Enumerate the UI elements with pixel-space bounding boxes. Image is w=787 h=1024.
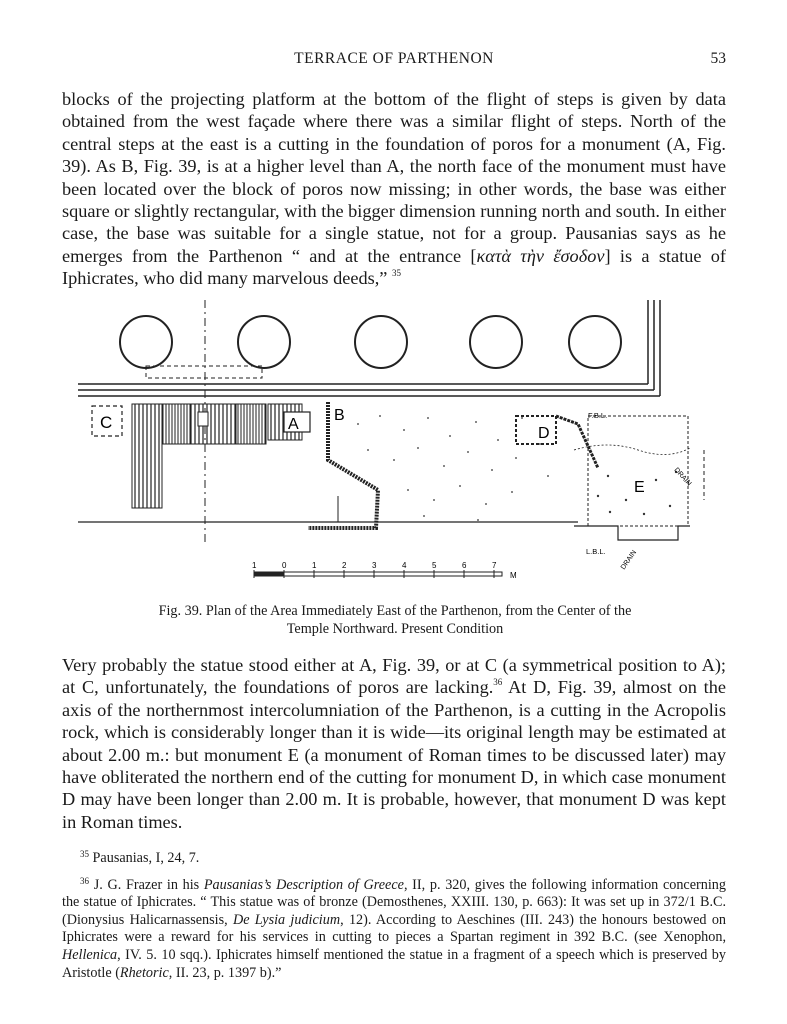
footnote-35-mark: 35: [80, 849, 89, 859]
scale-tick-label: 7: [492, 561, 497, 570]
label-c: C: [100, 413, 113, 432]
label-a: A: [288, 416, 299, 433]
scale-unit: M: [510, 571, 517, 580]
footnote-36: [62, 873, 726, 983]
scale-ticks: [252, 561, 497, 578]
footnote-36-text-a: J. G. Frazer in his: [89, 876, 204, 893]
scale-tick-label: 1: [252, 561, 257, 570]
figure-caption: [100, 602, 690, 638]
foundation-c: [92, 406, 122, 436]
monument-e: [574, 411, 704, 571]
label-fbl: F.B.L.: [588, 411, 608, 420]
stylobate-lines: [78, 300, 660, 396]
scale-tick-label: 6: [462, 561, 467, 570]
label-b: B: [334, 407, 345, 424]
footnote-36-text-d: , IV. 5. 10 sqq.). Iphicrates himself mentioned the statue in a fragment of a speech which is preserved by Aristotle (: [62, 946, 726, 981]
steps-hatched: [132, 404, 302, 508]
dashed-platform: [146, 366, 262, 378]
footnote-35-text: Pausanias, I, 24, 7.: [89, 850, 200, 866]
scale-tick-label: 1: [312, 561, 317, 570]
cutting-edge: [556, 416, 598, 468]
scale-bar: [252, 561, 517, 580]
footnote-35: [62, 846, 726, 868]
paragraph-1: [62, 88, 726, 290]
label-drain-2: DRAIN: [619, 549, 639, 572]
footnote-36-title-2: De Lysia judicium: [232, 911, 341, 928]
label-d: D: [538, 425, 550, 442]
figure-39-plan: [78, 300, 718, 590]
footnote-36-title-1: Pausanias’s Description of Greece: [203, 876, 404, 893]
footnote-36-text-b: , II, p. 320, gives the following information concerning the statue of Iphicrates. “ This statue was of bronze (Demosthenes, XXIII. 130, p. 663): It was set up in 372/1 B.C. (Dionysius Halicarnassensis,: [62, 876, 726, 928]
footnote-36-title-3: Hellenica: [62, 946, 118, 963]
monument-d: [516, 416, 598, 468]
footnote-36-text-c: , 12). According to Aeschines (III. 243) the honours bestowed on Iphicrates were a reward for his services in cutting to pieces a Spartan regiment in 392 B.C. (see Xenophon,: [62, 911, 727, 946]
monument-a: [284, 412, 310, 433]
paragraph-1-text-b: ] is a statue of Iphicrates, who did many marvelous deeds,”: [62, 245, 727, 289]
footnote-36-mark: 36: [80, 875, 89, 886]
label-e: E: [634, 479, 645, 496]
page-header: [62, 50, 726, 72]
greek-phrase: κατὰ τὴν ἔσοδον: [476, 245, 605, 266]
footnote-ref-35: 35: [392, 268, 401, 279]
paragraph-1-text-a: blocks of the projecting platform at the bottom of the flight of steps is given by data obtained from the west façade where there was a similar flight of steps. North of the central steps at the east is a cutting in the foundation of poros for a monument (A, Fig. 39). As B, Fig. 39, is at a higher level than A, the north face of the monument must have been located over the block of poros now missing; in other words, the base was either square or slightly rectangular, with the bigger dimension running north and south. In either case, the base was suitable for a single statue, not for a group. Pausanias says as he emerges from the Parthenon “ and at the entrance [: [62, 89, 726, 266]
label-drain: DRAIN: [672, 466, 693, 488]
column-4: [470, 316, 522, 368]
paragraph-2-text-b: At D, Fig. 39, almost on the axis of the northernmost intercolumniation of the Parthenon, is a cutting in the Acropolis rock, which is considerably longer than it is wide—its original length may be estimated at about 2.00 m.: but monument E (a monument of Roman times to be discussed later) may have obliterated the northern end of the cutting for monument D, in which case monument D may have been longer than 2.00 m. It is probable, however, that monument D was kept in Roman times.: [62, 677, 726, 832]
scale-tick-label: 3: [372, 561, 377, 570]
page-number: 53: [710, 50, 726, 67]
column-2: [238, 316, 290, 368]
paragraph-2-text-a: Very probably the statue stood either at A, Fig. 39, or at C (a symmetrical position to A); at C, unfortunately, the foundations of poros are lacking.: [62, 655, 726, 698]
area-b: [308, 400, 560, 540]
plan-drawing: [78, 300, 718, 590]
scale-tick-label: 0: [282, 561, 287, 570]
column-1: [120, 316, 172, 368]
scale-tick-label: 2: [342, 561, 347, 570]
footnotes: [62, 846, 726, 982]
paragraph-2: [62, 654, 726, 833]
caption-line-2: Temple Northward. Present Condition: [286, 621, 504, 637]
footnote-ref-36: 36: [493, 677, 503, 688]
footnote-36-text-e: , II. 23, p. 1397 b).”: [168, 964, 282, 981]
caption-line-1: Fig. 39. Plan of the Area Immediately East of the Parthenon, from the Center of the: [158, 603, 632, 619]
running-head: TERRACE OF PARTHENON: [294, 50, 494, 67]
label-lbl: L.B.L.: [586, 547, 606, 556]
footnote-36-title-4: Rhetoric: [119, 964, 169, 981]
column-3: [355, 316, 407, 368]
column-circles: [120, 316, 621, 368]
scale-tick-label: 5: [432, 561, 437, 570]
scale-tick-label: 4: [402, 561, 407, 570]
column-5: [569, 316, 621, 368]
